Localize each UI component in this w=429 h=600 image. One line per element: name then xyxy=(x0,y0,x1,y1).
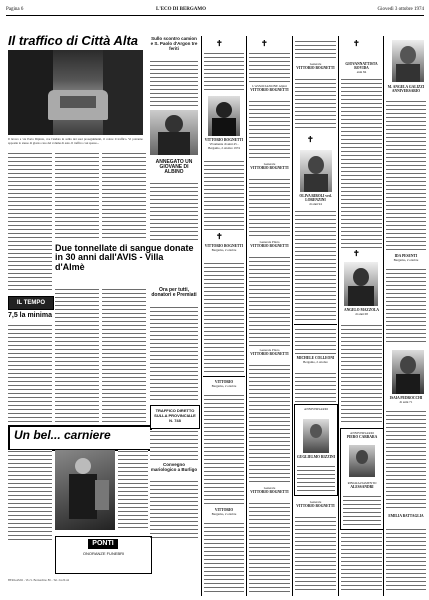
obit-notice xyxy=(294,356,337,364)
obit-name: VITTORIO xyxy=(214,380,234,384)
obit-note: di anni 68 xyxy=(355,312,368,316)
rule xyxy=(246,36,247,596)
obit-note: di anni 94 xyxy=(309,202,322,206)
obit-note: Generale xyxy=(263,486,276,490)
obit-name: VITTORIO BOGNETTI xyxy=(204,138,244,142)
obit-name: VITTORIO BOGNETTI xyxy=(250,490,289,494)
obit-note: anni 84 xyxy=(356,70,367,74)
obit-name: OLIVA RIBOLI ved. LORENZINI xyxy=(299,194,332,202)
rule xyxy=(201,36,202,596)
obit-note: L'ASSOCIAZIONE Alpini xyxy=(252,84,287,88)
obit-notice xyxy=(385,254,427,262)
funeral-ad xyxy=(55,536,152,574)
ad-address: BERGAMO - Via S. Bernardino 86 - Tel. 24.20.44 xyxy=(8,578,69,582)
obit-notice xyxy=(203,138,245,150)
cross-icon: ✝ xyxy=(261,39,268,48)
weather-headline: 7,5 la minima xyxy=(8,312,52,319)
obit-note: RINGRAZIAMENTO xyxy=(347,481,377,485)
obit-text xyxy=(249,502,290,592)
obit-text xyxy=(386,268,426,344)
ringraziamento-box xyxy=(340,428,384,530)
obit-text xyxy=(249,364,290,484)
obit-notice xyxy=(385,396,427,404)
carniere-headline: Un bel... carniere xyxy=(14,428,111,442)
obit-notice xyxy=(248,162,291,170)
cross-icon: ✝ xyxy=(216,232,223,241)
obit-notice xyxy=(294,62,337,70)
obit-name: GUGLIELMO RIZZINI xyxy=(296,455,336,459)
obit-name: ISAIA PEDROCCHI xyxy=(389,396,423,400)
portrait-photo xyxy=(208,96,240,136)
obit-notice xyxy=(294,500,337,508)
obit-note: ANNIVERSARIO xyxy=(304,407,328,411)
obit-notice xyxy=(203,380,245,388)
portrait-photo xyxy=(349,445,375,477)
traffic-box-title: TRAFFICO DIRETTO SULLA PROVINCIALE N. 748 xyxy=(154,408,196,423)
obit-note: Bergamo, 2 ottobre xyxy=(393,258,419,262)
obit-name: GIOVANNATTISTA ROVIDA xyxy=(345,62,378,70)
obit-name: VITTORIO BOGNETTI xyxy=(250,244,289,248)
portrait-photo xyxy=(303,419,329,453)
obit-text xyxy=(297,465,335,491)
obit-notice xyxy=(203,244,245,252)
anniversary-box xyxy=(294,404,338,496)
obit-text xyxy=(295,40,336,60)
rule xyxy=(338,36,339,596)
obit-notice xyxy=(340,308,383,316)
ad-logo: PONTI xyxy=(88,539,118,549)
obit-text xyxy=(341,324,382,424)
carniere-text xyxy=(8,450,52,540)
side-headline-camion: Sullo scontro camion e S. Paolo d'Argon tre feriti xyxy=(150,36,198,51)
accident-photo xyxy=(150,110,198,155)
obit-text xyxy=(341,78,382,248)
obit-text xyxy=(204,522,244,592)
issue-date: Giovedì 3 ottobre 1974 xyxy=(377,7,424,12)
rule xyxy=(292,36,293,596)
obit-name: VITTORIO BOGNETTI xyxy=(250,352,289,356)
lead-text-col1 xyxy=(8,152,52,292)
cross-icon: ✝ xyxy=(216,39,223,48)
obit-text xyxy=(204,394,244,504)
avis-headline: Due tonnellate di sangue donate in 30 anni dall'AVIS - Villa d'Almè xyxy=(55,243,194,272)
cross-icon: ✝ xyxy=(307,135,314,144)
obit-name: M. ANGELA GALIZZI ANNIVERSARIO xyxy=(387,85,425,93)
obit-text xyxy=(204,160,244,230)
obit-note: di anni 71 xyxy=(399,400,413,404)
obit-text xyxy=(249,100,290,160)
rule xyxy=(203,376,245,377)
obit-name: VITTORIO BOGNETTI xyxy=(204,244,244,248)
ad-line: ONORANZE FUNEBRI xyxy=(82,551,125,556)
obit-notice xyxy=(385,85,427,93)
obit-text xyxy=(386,100,426,250)
obit-text xyxy=(295,78,336,128)
obit-note: Generale Pilota xyxy=(259,348,280,352)
portrait-photo xyxy=(300,150,332,192)
obit-name: PIERO CARRARA xyxy=(346,435,378,439)
obit-note: Generale xyxy=(309,62,322,66)
convegno-text xyxy=(150,480,198,540)
obit-text xyxy=(295,516,336,592)
obit-name: ALESSANDRI xyxy=(350,485,374,489)
obit-name: VITTORIO BOGNETTI xyxy=(296,504,335,508)
obit-text xyxy=(295,372,336,402)
portrait-photo xyxy=(392,40,424,82)
obit-text xyxy=(295,328,336,354)
city-street-photo xyxy=(8,50,143,135)
obit-notice xyxy=(340,62,383,74)
obit-note: Bergamo, 2 ottobre xyxy=(211,384,237,388)
obit-notice xyxy=(295,455,337,459)
hunter-photo xyxy=(55,450,115,530)
obit-text xyxy=(249,178,290,238)
obit-note: Vivamente di anni 45 - Bergamo, 2 ottobre 1974 xyxy=(208,142,240,150)
obit-text xyxy=(341,532,382,592)
newspaper-title: L'ECO DI BERGAMO xyxy=(156,7,207,12)
side-headline-annegato: ANNEGATO UN GIOVANE DI ALBINO xyxy=(155,159,193,175)
obit-notice xyxy=(203,508,245,516)
weather-text xyxy=(8,324,52,422)
obit-notice xyxy=(385,514,427,518)
obit-notice xyxy=(248,348,291,356)
obit-notice xyxy=(341,481,383,489)
portrait-photo xyxy=(344,262,378,306)
obit-name: VITTORIO BOGNETTI xyxy=(296,66,335,70)
obit-text xyxy=(249,52,290,82)
obit-name: MICHELE COLLEONI xyxy=(296,356,335,360)
obit-note: Bergamo, 2 ottobre xyxy=(303,360,328,364)
lead-text-col3 xyxy=(102,152,146,240)
obit-notice xyxy=(295,407,337,411)
page-number: Pagina 6 xyxy=(6,7,24,12)
obit-notice xyxy=(248,486,291,494)
obit-text xyxy=(249,256,290,346)
carniere-text-2 xyxy=(118,450,148,530)
obit-note: Generale xyxy=(263,162,276,166)
obit-notice xyxy=(341,431,383,439)
cross-icon: ✝ xyxy=(353,39,360,48)
obit-name: EMILIA BATTAGLIA xyxy=(388,514,424,518)
avis-subhead: Ora per tutti, donatori e Premiati xyxy=(151,287,197,298)
obit-text xyxy=(386,528,426,592)
obit-name: IDA PESENTI xyxy=(394,254,418,258)
obit-note: Bergamo, 2 ottobre xyxy=(211,248,237,252)
carniere-box xyxy=(8,425,152,451)
obit-notice xyxy=(248,240,291,248)
obit-name: VITTORIO xyxy=(214,508,234,512)
lead-photo-caption: Il lavoro a via Porta Dipinta, ove l'andata in salita dei suoi proseguimenti, il colore il traffico. Vi potranno apposite lo stesso di giorno caso del volume di auto. Il traffico così spesso... xyxy=(8,137,143,145)
weather-label: IL TEMPO xyxy=(8,296,54,310)
obit-name: ANGELO MAZZOLA xyxy=(343,308,380,312)
portrait-photo xyxy=(392,350,424,394)
obit-notice xyxy=(294,194,337,206)
obit-text xyxy=(295,210,336,320)
obit-note: Generale Pilota xyxy=(259,240,280,244)
cross-icon: ✝ xyxy=(353,249,360,258)
obit-note: Bergamo, 2 ottobre xyxy=(211,512,237,516)
traffic-box-text xyxy=(150,430,198,460)
obit-notice xyxy=(248,84,291,92)
convegno-headline: Convegno mariologico a Burligo xyxy=(150,462,198,472)
masthead xyxy=(6,6,424,16)
avis-text-col1 xyxy=(55,288,99,423)
lead-headline: Il traffico di Città Alta xyxy=(8,33,139,48)
obit-note: ANNIVERSARIO xyxy=(350,431,374,435)
obit-text xyxy=(343,495,381,525)
obit-text xyxy=(204,52,244,90)
obit-text xyxy=(386,410,426,510)
avis-text-col2 xyxy=(102,288,146,423)
obit-note: Generale xyxy=(309,500,322,504)
rule xyxy=(294,324,337,325)
obit-name: VITTORIO BOGNETTI xyxy=(250,88,289,92)
lead-text-col2 xyxy=(55,152,99,240)
side-text-2 xyxy=(150,182,198,240)
traffic-box xyxy=(150,405,200,429)
obit-text xyxy=(204,262,244,372)
avis-text-col3 xyxy=(150,306,198,401)
obit-name: VITTORIO BOGNETTI xyxy=(250,166,289,170)
side-text-1 xyxy=(150,60,198,108)
